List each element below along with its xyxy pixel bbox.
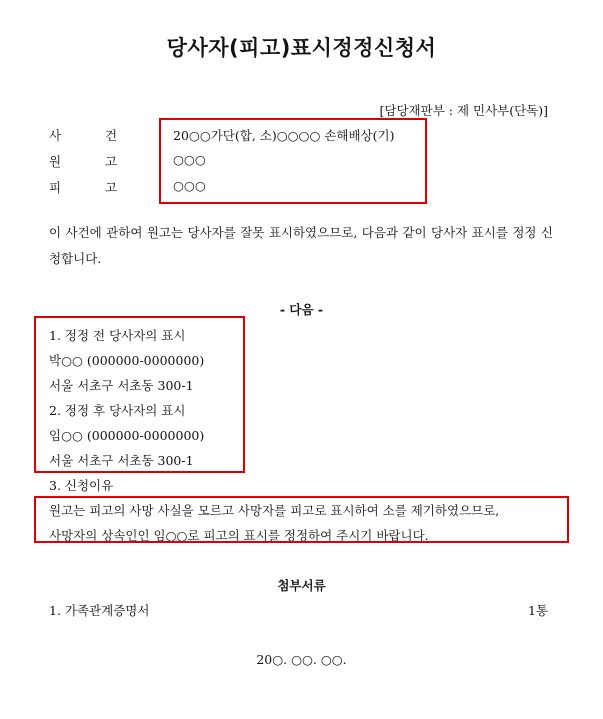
before-name: 박○○ (000000-0000000) bbox=[49, 353, 205, 368]
case-info-highlight-box bbox=[159, 118, 427, 204]
reason-heading: 3. 신청이유 bbox=[49, 478, 114, 493]
case-value: 20○○가단(합, 소)○○○○ 손해배상(기) bbox=[173, 128, 395, 143]
reason-highlight-box bbox=[34, 496, 569, 543]
before-heading: 1. 정정 전 당사자의 표시 bbox=[49, 328, 186, 343]
plaintiff-label-2: 고 bbox=[105, 154, 118, 169]
attachment-count: 1통 bbox=[527, 603, 548, 618]
attachment-item: 1. 가족관계증명서 bbox=[49, 603, 150, 618]
after-heading: 2. 정정 후 당사자의 표시 bbox=[49, 403, 186, 418]
defendant-label-1: 피 bbox=[49, 180, 62, 195]
case-label-2: 건 bbox=[105, 128, 118, 143]
before-address: 서울 서초구 서초동 300-1 bbox=[49, 378, 194, 393]
after-name: 임○○ (000000-0000000) bbox=[49, 428, 205, 443]
defendant-label-2: 고 bbox=[105, 180, 118, 195]
filing-date: 20○. ○○. ○○. bbox=[256, 652, 347, 667]
reason-line-2: 사망자의 상속인인 임○○로 피고의 표시를 정정하여 주시기 바랍니다. bbox=[49, 528, 429, 543]
defendant-label bbox=[49, 178, 161, 196]
attachments-heading: 첨부서류 bbox=[277, 578, 326, 593]
document-title: 당사자(피고)표시정정신청서 bbox=[166, 36, 437, 60]
plaintiff-label bbox=[49, 152, 161, 170]
after-address: 서울 서초구 서초동 300-1 bbox=[49, 453, 194, 468]
plaintiff-value: ○○○ bbox=[173, 152, 206, 167]
intro-paragraph: 이 사건에 관하여 원고는 당사자를 잘못 표시하였으므로, 다음과 같이 당사자 표시를 정정 신청합니다. bbox=[49, 225, 553, 266]
correction-highlight-box bbox=[34, 316, 245, 473]
judge-line: [담당재판부 : 제 민사부(단독)] bbox=[379, 103, 548, 118]
defendant-value: ○○○ bbox=[173, 178, 206, 193]
case-label bbox=[49, 126, 161, 144]
next-heading: - 다음 - bbox=[279, 302, 324, 317]
plaintiff-label-1: 원 bbox=[49, 154, 62, 169]
case-label-1: 사 bbox=[49, 128, 62, 143]
reason-line-1: 원고는 피고의 사망 사실을 모르고 사망자를 피고로 표시하여 소를 제기하였으므로, bbox=[49, 503, 500, 518]
